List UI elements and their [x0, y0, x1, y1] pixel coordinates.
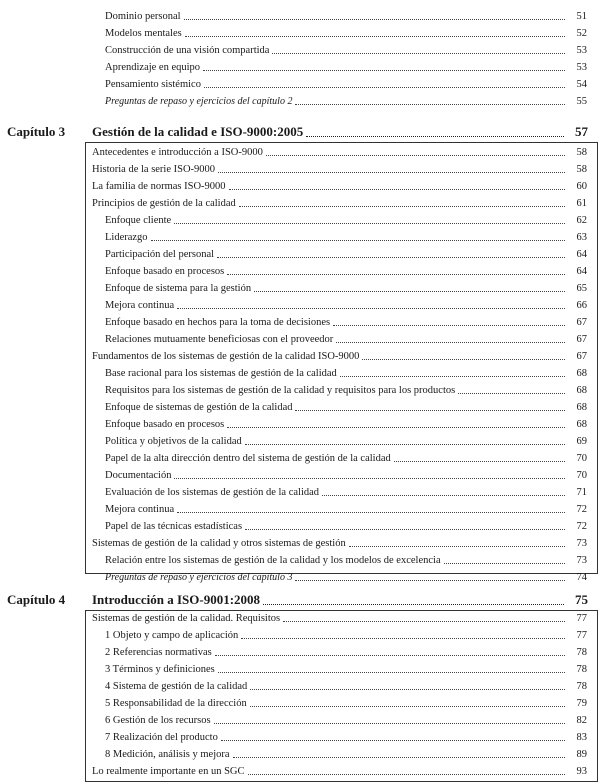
toc-entry-page: 51 — [576, 11, 587, 22]
toc-entry-label: 8 Medición, análisis y mejora — [105, 749, 230, 760]
chapter-number: Capítulo 4 — [7, 592, 66, 607]
toc-entry-label: 3 Términos y definiciones — [105, 664, 215, 675]
toc-entry-page: 77 — [576, 630, 587, 641]
toc-entry-page: 79 — [576, 698, 587, 709]
toc-entry-label: Requisitos para los sistemas de gestión de la calidad y requisitos para los productos — [105, 385, 456, 396]
toc-entry-page: 66 — [576, 300, 587, 311]
toc-subentry[interactable] — [105, 261, 587, 278]
toc-subentry[interactable] — [105, 550, 587, 567]
toc-subentry[interactable] — [105, 482, 587, 499]
leader-dots — [218, 172, 565, 173]
toc-entry-label: Pensamiento sistémico — [105, 79, 201, 90]
toc-entry-label: 7 Realización del producto — [105, 732, 218, 743]
toc-subentry[interactable] — [105, 499, 587, 516]
leader-dots — [336, 342, 565, 343]
toc-entry[interactable] — [92, 761, 587, 778]
toc-entry-label: Relaciones mutuamente beneficiosas con el proveedor — [105, 334, 334, 345]
toc-entry-page: 70 — [576, 470, 587, 481]
toc-entry-label: Relación entre los sistemas de gestión de la calidad y los modelos de excelencia — [105, 555, 441, 566]
toc-entry-page: 78 — [576, 664, 587, 675]
toc-entry-label: Historia de la serie ISO-9000 — [92, 164, 216, 175]
toc-entry-page: 53 — [576, 45, 587, 56]
leader-dots — [444, 563, 565, 564]
leader-dots — [283, 621, 565, 622]
toc-entry-page: 70 — [576, 453, 587, 464]
toc-entry-label: Política y objetivos de la calidad — [105, 436, 242, 447]
toc-entry-label: Base racional para los sistemas de gestión de la calidad — [105, 368, 337, 379]
toc-subentry[interactable] — [105, 465, 587, 482]
toc-entry-label: Lo realmente importante en un SGC — [92, 766, 245, 777]
toc-subentry[interactable] — [105, 448, 587, 465]
toc-subentry[interactable] — [105, 397, 587, 414]
toc-entry-page: 63 — [576, 232, 587, 243]
toc-subentry[interactable] — [105, 380, 587, 397]
toc-entry-page: 64 — [576, 266, 587, 277]
toc-entry-page: 72 — [576, 504, 587, 515]
leader-dots — [177, 512, 565, 513]
leader-dots — [250, 689, 565, 690]
toc-entry-label: 1 Objeto y campo de aplicación — [105, 630, 239, 641]
leader-dots — [295, 580, 565, 581]
toc-entry-page: 68 — [576, 402, 587, 413]
chapter-title: Introducción a ISO-9001:2008 — [92, 592, 261, 607]
toc-entry-page: 72 — [576, 521, 587, 532]
toc-entry-page: 89 — [576, 749, 587, 760]
toc-entry-page: 62 — [576, 215, 587, 226]
toc-entry-page: 69 — [576, 436, 587, 447]
toc-subentry[interactable] — [105, 227, 587, 244]
toc-entry-review-questions[interactable] — [105, 567, 587, 584]
toc-entry-label: Sistemas de gestión de la calidad. Requisitos — [92, 613, 281, 624]
leader-dots — [151, 240, 565, 241]
toc-entry-label: Enfoque cliente — [105, 215, 172, 226]
toc-entry-page: 68 — [576, 385, 587, 396]
toc-entry[interactable] — [92, 142, 587, 159]
toc-entry-label: Enfoque basado en hechos para la toma de decisiones — [105, 317, 331, 328]
toc-entry-page: 83 — [576, 732, 587, 743]
toc-subentry[interactable] — [105, 278, 587, 295]
toc-entry-label: Mejora continua — [105, 504, 175, 515]
leader-dots — [217, 257, 565, 258]
toc-entry-page: 93 — [576, 766, 587, 777]
toc-entry[interactable] — [92, 608, 587, 625]
toc-subentry[interactable] — [105, 625, 587, 642]
toc-entry-label: Enfoque basado en procesos — [105, 419, 225, 430]
toc-entry[interactable] — [92, 176, 587, 193]
chapter-heading[interactable] — [7, 586, 588, 608]
toc-subentry[interactable] — [105, 744, 587, 761]
toc-entry-label: Enfoque de sistema para la gestión — [105, 283, 252, 294]
leader-dots — [272, 53, 565, 54]
toc-entry-label: Papel de las técnicas estadísticas — [105, 521, 243, 532]
toc-entry-page: 73 — [576, 538, 587, 549]
toc-entry-page: 68 — [576, 368, 587, 379]
toc-entry-label: Dominio personal — [105, 11, 181, 22]
leader-dots — [245, 444, 565, 445]
toc-entry-label: Enfoque de sistemas de gestión de la calidad — [105, 402, 293, 413]
leader-dots — [250, 706, 565, 707]
toc-entry-page: 64 — [576, 249, 587, 260]
toc-entry-label: 4 Sistema de gestión de la calidad — [105, 681, 248, 692]
toc-entry-page: 52 — [576, 28, 587, 39]
toc-entry-label: Aprendizaje en equipo — [105, 62, 201, 73]
toc-entry-page: 58 — [576, 164, 587, 175]
toc-subentry[interactable] — [105, 710, 587, 727]
chapter-heading[interactable] — [7, 118, 588, 140]
leader-dots — [322, 495, 565, 496]
toc-entry-label: Evaluación de los sistemas de gestión de la calidad — [105, 487, 320, 498]
toc-entry[interactable] — [105, 57, 587, 74]
leader-dots — [215, 655, 565, 656]
leader-dots — [174, 223, 565, 224]
leader-dots — [295, 410, 565, 411]
toc-subentry[interactable] — [105, 659, 587, 676]
toc-subentry[interactable] — [105, 516, 587, 533]
toc-subentry[interactable] — [105, 727, 587, 744]
leader-dots — [295, 104, 565, 105]
leader-dots — [229, 189, 565, 190]
toc-entry-label: Preguntas de repaso y ejercicios del capítulo 2 — [105, 96, 293, 107]
leader-dots — [233, 757, 565, 758]
toc-entry[interactable] — [105, 23, 587, 40]
toc-entry-page: 74 — [576, 572, 587, 583]
toc-entry-page: 68 — [576, 419, 587, 430]
toc-entry-label: Construcción de una visión compartida — [105, 45, 270, 56]
leader-dots — [362, 359, 565, 360]
toc-entry[interactable] — [92, 159, 587, 176]
leader-dots — [458, 393, 565, 394]
toc-subentry[interactable] — [105, 363, 587, 380]
chapter-page: 57 — [575, 124, 588, 139]
leader-dots — [185, 36, 565, 37]
toc-entry-page: 67 — [576, 334, 587, 345]
toc-entry-label: Sistemas de gestión de la calidad y otros sistemas de gestión — [92, 538, 346, 549]
leader-dots — [203, 70, 565, 71]
toc-entry-page: 61 — [576, 198, 587, 209]
toc-entry-label: Liderazgo — [105, 232, 148, 243]
toc-entry-page: 67 — [576, 351, 587, 362]
toc-entry-page: 54 — [576, 79, 587, 90]
toc-entry-label: 2 Referencias normativas — [105, 647, 212, 658]
toc-entry-label: Antecedentes e introducción a ISO-9000 — [92, 147, 263, 158]
leader-dots — [254, 291, 565, 292]
toc-subentry[interactable] — [105, 693, 587, 710]
toc-entry-page: 65 — [576, 283, 587, 294]
toc-entry-label: 5 Responsabilidad de la dirección — [105, 698, 247, 709]
toc-entry-label: Modelos mentales — [105, 28, 182, 39]
toc-subentry[interactable] — [105, 312, 587, 329]
toc-subentry[interactable] — [105, 676, 587, 693]
toc-entry[interactable] — [92, 193, 587, 210]
leader-dots — [241, 638, 565, 639]
leader-dots — [214, 723, 565, 724]
leader-dots — [239, 206, 565, 207]
toc-subentry[interactable] — [105, 329, 587, 346]
toc-entry-page: 73 — [576, 555, 587, 566]
toc-entry-page: 78 — [576, 647, 587, 658]
toc-entry-label: 6 Gestión de los recursos — [105, 715, 211, 726]
toc-entry-page: 55 — [576, 96, 587, 107]
toc-entry[interactable] — [105, 74, 587, 91]
toc-entry[interactable] — [105, 6, 587, 23]
leader-dots — [333, 325, 565, 326]
toc-subentry[interactable] — [105, 431, 587, 448]
leader-dots — [245, 529, 565, 530]
toc-entry-label: La familia de normas ISO-9000 — [92, 181, 226, 192]
toc-entry-label: Participación del personal — [105, 249, 215, 260]
chapter-title: Gestión de la calidad e ISO-9000:2005 — [92, 124, 304, 139]
leader-dots — [263, 604, 564, 605]
toc-entry-label: Documentación — [105, 470, 172, 481]
leader-dots — [266, 155, 565, 156]
toc-subentry[interactable] — [105, 295, 587, 312]
leader-dots — [184, 19, 565, 20]
toc-entry-label: Mejora continua — [105, 300, 175, 311]
leader-dots — [174, 478, 565, 479]
toc-subentry[interactable] — [105, 414, 587, 431]
toc-subentry[interactable] — [105, 244, 587, 261]
toc-entry-page: 53 — [576, 62, 587, 73]
toc-entry-label: Fundamentos de los sistemas de gestión de la calidad ISO-9000 — [92, 351, 360, 362]
toc-entry-review-questions[interactable] — [105, 91, 587, 108]
toc-subentry[interactable] — [105, 642, 587, 659]
toc-entry-label: Enfoque basado en procesos — [105, 266, 225, 277]
toc-entry-page: 77 — [576, 613, 587, 624]
toc-entry-page: 60 — [576, 181, 587, 192]
leader-dots — [340, 376, 565, 377]
leader-dots — [218, 672, 565, 673]
leader-dots — [394, 461, 565, 462]
toc-entry[interactable] — [105, 40, 587, 57]
toc-subentry[interactable] — [105, 210, 587, 227]
toc-entry-page: 78 — [576, 681, 587, 692]
leader-dots — [227, 274, 565, 275]
leader-dots — [306, 136, 564, 137]
leader-dots — [177, 308, 565, 309]
toc-entry-page: 58 — [576, 147, 587, 158]
toc-entry-label: Principios de gestión de la calidad — [92, 198, 236, 209]
toc-entry-page: 71 — [576, 487, 587, 498]
leader-dots — [227, 427, 565, 428]
leader-dots — [248, 774, 565, 775]
chapter-page: 75 — [575, 592, 588, 607]
leader-dots — [221, 740, 565, 741]
leader-dots — [204, 87, 565, 88]
toc-entry[interactable] — [92, 346, 587, 363]
toc-entry[interactable] — [92, 533, 587, 550]
chapter-number: Capítulo 3 — [7, 124, 66, 139]
toc-entry-page: 67 — [576, 317, 587, 328]
toc-entry-label: Preguntas de repaso y ejercicios del capítulo 3 — [105, 572, 293, 583]
toc-entry-page: 82 — [576, 715, 587, 726]
leader-dots — [349, 546, 565, 547]
toc-entry-label: Papel de la alta dirección dentro del sistema de gestión de la calidad — [105, 453, 391, 464]
